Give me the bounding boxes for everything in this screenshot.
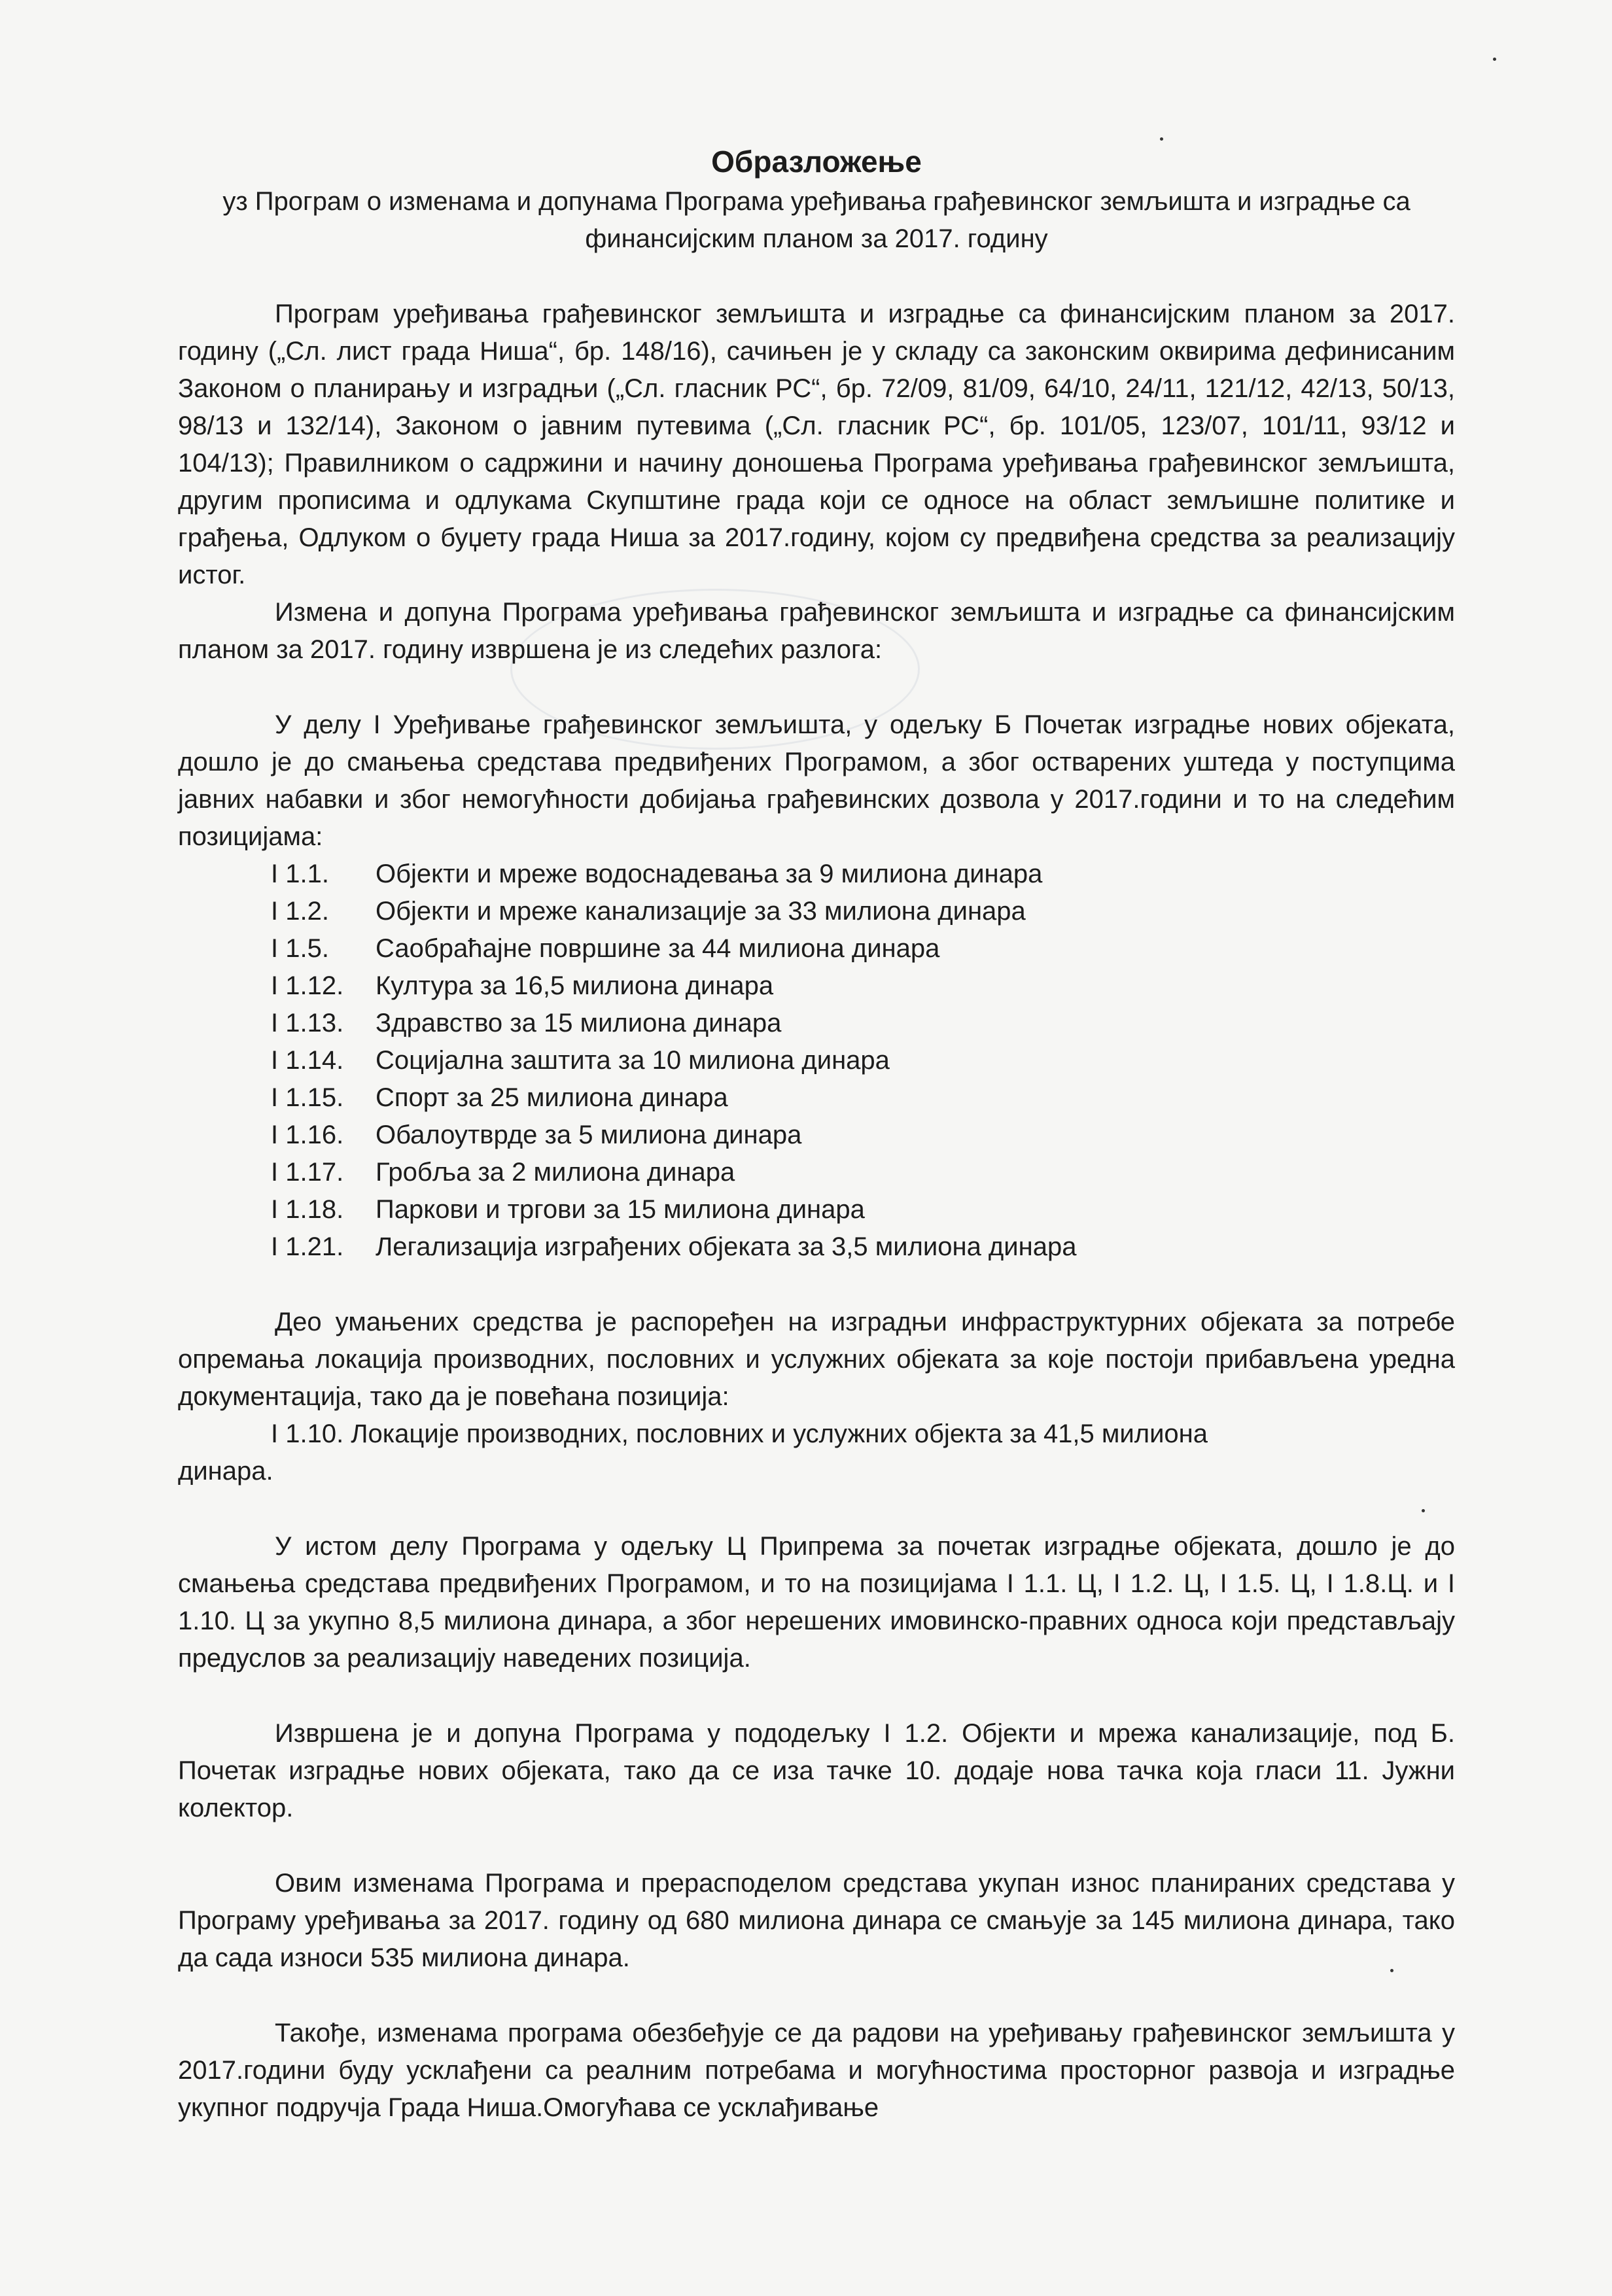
position-number: I 1.12. (271, 971, 344, 1000)
position-text: Објекти и мреже канализације за 33 милиона динара (376, 897, 1026, 926)
paragraph-legal-basis: Програм уређивања грађевинског земљишта и изградње са финансијским планом за 2017. годину („Сл. лист града Ниша“, бр. 148/16), сачињен је у складу са законским оквирима дефинисаним Законом о планирању и изградњи („Сл. гласник РС“, бр. 72/09, 81/09, 64/10, 24/11, 121/12, 42/13, 50/13, 98/13 и 132/14), Законом о јавним путевима („Сл. гласник РС“, бр. 101/05, 123/07, 101/11, 93/12 и 104/13); Правилником о садржини и начину доношења Програма уређивања грађевинског земљишта, другим прописима и одлукама Скупштине града који се односе на област земљишне политике и грађења, Одлуком о буџету града Ниша за 2017.годину, којом су предвиђена средства за реализацију истог. (178, 300, 1455, 589)
list-item (271, 1117, 1455, 1154)
list-item (271, 930, 1455, 967)
position-number: I 1.18. (271, 1195, 344, 1224)
scan-speck (1493, 58, 1496, 61)
position-text: Спорт за 25 милиона динара (376, 1083, 728, 1112)
position-number: I 1.13. (271, 1009, 344, 1037)
position-number: I 1.14. (271, 1046, 344, 1075)
paragraph-totals: Овим изменама Програма и прерасподелом средстава укупан износ планираних средстава у Програму уређивања за 2017. годину од 680 милиона динара се смањује за 145 милиона динара, тако да сада износи 535 милиона динара. (178, 1869, 1455, 1972)
list-item (271, 1154, 1455, 1191)
paragraph-redistribution: Део умањених средства је распоређен на изградњи инфраструктурних објеката за потребе опремања локација производних, пословних и услужних објеката за које постоји прибављена уредна документација, тако да је повећана позиција: (178, 1308, 1455, 1411)
position-text: Гробља за 2 милиона динара (376, 1158, 735, 1187)
list-item (271, 1005, 1455, 1042)
position-text: Паркови и тргови за 15 милиона динара (376, 1195, 865, 1224)
position-text: Објекти и мреже водоснадевања за 9 милиона динара (376, 860, 1043, 888)
scan-speck (1422, 1509, 1425, 1512)
position-number: I 1.15. (271, 1083, 344, 1112)
position-text: Обалоутврде за 5 милиона динара (376, 1121, 802, 1149)
positions-list (178, 856, 1455, 1266)
position-text: Култура за 16,5 милиона динара (376, 971, 774, 1000)
document-title: Образложење (711, 145, 922, 179)
position-text: Здравство за 15 милиона динара (376, 1009, 782, 1037)
paragraph-reasons-intro: Измена и допуна Програма уређивања грађевинског земљишта и изградње са финансијским планом за 2017. годину извршена је из следећих разлога: (178, 598, 1455, 664)
paragraph-supplement: Извршена је и допуна Програма у пододељку I 1.2. Објекти и мрежа канализације, под Б. Почетак изградње нових објеката, тако да се иза тачке 10. додаје нова тачка која гласи 11. Јужни колектор. (178, 1719, 1455, 1822)
list-item (271, 1042, 1455, 1079)
list-item (271, 967, 1455, 1005)
position-text: Легализација изграђених објеката за 3,5 милиона динара (376, 1232, 1077, 1261)
position-number: I 1.21. (271, 1232, 344, 1261)
list-item (271, 1079, 1455, 1117)
position-number: I 1.16. (271, 1121, 344, 1149)
scan-speck (1160, 137, 1163, 141)
paragraph-reductions: У делу I Уређивање грађевинског земљишта, у одељку Б Почетак изградње нових објеката, дошло је до смањења средстава предвиђених Програмом, а због остварених уштеда у поступцима јавних набавки и због немогућности добијања грађевинских дозвола у 2017.години и то на следећим позицијама: (178, 710, 1455, 851)
list-item (271, 1191, 1455, 1228)
position-number: I 1.17. (271, 1158, 344, 1187)
document-subtitle: уз Програм о изменама и допунама Програма уређивања грађевинског земљишта и изградње са финансијским планом за 2017. годину (222, 187, 1410, 253)
position-text: Социјална заштита за 10 милиона динара (376, 1046, 890, 1075)
position-number: I 1.1. (271, 860, 329, 888)
increased-position-continuation: динара. (178, 1457, 273, 1486)
paragraph-alignment: Такође, изменама програма обезбеђује се да радови на уређивању грађевинског земљишта у 2017.години буду усклађени са реалним потребама и могућностима просторног развоја и изградње укупног подручја Града Ниша.Омогућава се усклађивање (178, 2019, 1455, 2122)
increased-position: I 1.10. Локације производних, пословних и услужних објекта за 41,5 милиона (271, 1419, 1208, 1448)
position-number: I 1.5. (271, 934, 329, 963)
position-number: I 1.2. (271, 897, 329, 926)
list-item (271, 1228, 1455, 1266)
list-item (271, 893, 1455, 930)
list-item (271, 856, 1455, 893)
document-body (178, 143, 1455, 2127)
paragraph-section-c: У истом делу Програма у одељку Ц Припрема за почетак изградње објеката, дошло је до смањења средстава предвиђених Програмом, и то на позицијама I 1.1. Ц, I 1.2. Ц, I 1.5. Ц, I 1.8.Ц. и I 1.10. Ц за укупно 8,5 милиона динара, а због нерешених имовинско-правних односа који представљају предуслов за реализацију наведених позиција. (178, 1532, 1455, 1673)
scan-speck (1390, 1969, 1393, 1972)
position-text: Саобраћајне површине за 44 милиона динара (376, 934, 940, 963)
